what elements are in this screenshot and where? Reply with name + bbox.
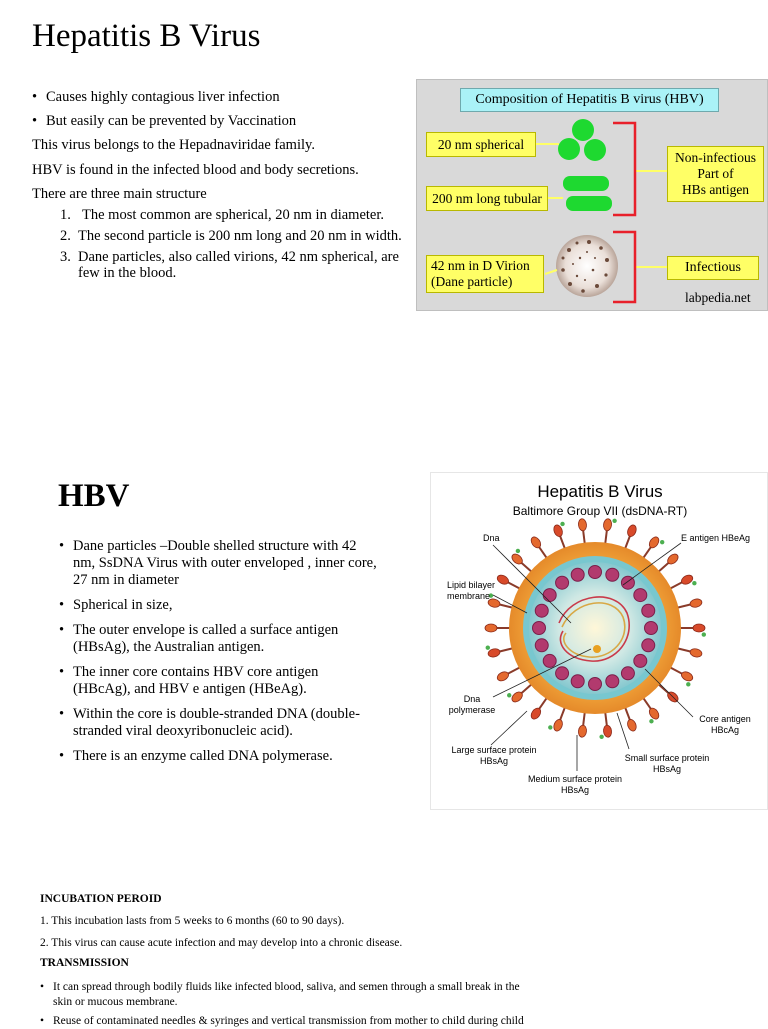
surface-protein-head: [626, 718, 638, 732]
surface-protein-tip: [702, 632, 706, 636]
capsid-subunit: [535, 639, 548, 652]
surface-protein-head: [603, 518, 612, 531]
label-large-surface-protein: Large surface protein HBsAg: [451, 745, 537, 766]
transmission-item-2: • Reuse of contaminated needles & syringes and vertical transmission from mother to child during child: [40, 1015, 524, 1027]
label-lipid-bilayer: Lipid bilayer membrane: [447, 580, 496, 601]
slide1-paragraph-2: HBV is found in the infected blood and body secretions.: [32, 162, 359, 178]
surface-protein-head: [680, 573, 694, 586]
spherical-particle: [584, 139, 606, 161]
slide2-bullet-4: • The inner core contains HBV core antigen (HBcAg), and HBV e antigen (HBeAg).: [73, 664, 423, 698]
bracket-noninfectious: [613, 123, 635, 215]
figure-credit: labpedia.net: [685, 290, 751, 305]
spherical-particle: [572, 119, 594, 141]
incubation-item-1: 1. This incubation lasts from 5 weeks to 6 months (60 to 90 days).: [40, 915, 345, 927]
capsid-subunit: [556, 667, 569, 680]
hbv-structure-diagram: [430, 472, 768, 810]
diagram-subtitle: Baltimore Group VII (dsDNA-RT): [512, 504, 688, 518]
surface-protein-head: [689, 598, 703, 609]
label-non-infectious: [667, 146, 764, 202]
capsid-subunit: [589, 678, 602, 691]
capsid-subunit: [543, 589, 556, 602]
label-dane-particle: [426, 255, 544, 293]
label-infectious: Infectious: [667, 256, 759, 280]
tubular-particle: [566, 196, 612, 211]
hbv-composition-figure: [416, 79, 768, 311]
label-spherical: 20 nm spherical: [426, 132, 536, 157]
slide2-bullets: [73, 538, 423, 773]
slide1-title: Hepatitis B Virus: [32, 18, 261, 54]
surface-protein-tip: [660, 540, 664, 544]
label-tubular: 200 nm long tubular: [426, 186, 548, 211]
slide1-bullet-2: • But easily can be prevented by Vaccination: [46, 112, 296, 130]
incubation-item-2: 2. This virus can cause acute infection and may develop into a chronic disease.: [40, 937, 403, 949]
diagram-title: Hepatitis B Virus: [537, 482, 663, 501]
surface-protein-tip: [560, 522, 564, 526]
noninf-line2: Part of: [697, 166, 734, 181]
label-core-antigen: Core antigen HBcAg: [699, 714, 751, 735]
capsid-subunit: [571, 568, 584, 581]
slide1-bullet-1: • Causes highly contagious liver infection: [46, 88, 280, 106]
incubation-heading: INCUBATION PEROID: [40, 893, 162, 905]
capsid-area: [529, 562, 661, 694]
surface-protein-tip: [612, 519, 616, 523]
surface-protein-head: [626, 524, 638, 538]
slide1-paragraph-3: There are three main structure: [32, 186, 207, 202]
dna-polymerase: [593, 645, 601, 653]
transmission-heading: TRANSMISSION: [40, 957, 129, 969]
slide1-paragraph-1: This virus belongs to the Hepadnaviridae family.: [32, 137, 315, 153]
capsid-subunit: [571, 675, 584, 688]
list-item-3: Dane particles, also called virions, 42 nm spherical, are: [78, 249, 399, 265]
surface-protein-tip: [507, 693, 511, 697]
list-item-2: The second particle is 200 nm long and 20 nm in width.: [78, 228, 402, 244]
list-number-1: 1.: [60, 207, 71, 223]
capsid-subunit: [642, 604, 655, 617]
slide2-bullet-3: • The outer envelope is called a surface antigen (HBsAg), the Australian antigen.: [73, 622, 423, 656]
label-dna: Dna: [483, 533, 500, 543]
capsid-subunit: [645, 622, 658, 635]
list-number-3: 3.: [60, 249, 71, 265]
surface-protein-tip: [692, 581, 696, 585]
tubular-particle: [563, 176, 609, 191]
slide2-bullet-2: • Spherical in size,: [73, 597, 423, 614]
surface-protein-tip: [686, 682, 690, 686]
capsid-subunit: [556, 576, 569, 589]
list-item-3-cont: few in the blood.: [78, 265, 177, 281]
spherical-particle: [558, 138, 580, 160]
surface-protein-head: [496, 573, 510, 586]
surface-protein-tip: [599, 735, 603, 739]
list-item-1: The most common are spherical, 20 nm in diameter.: [82, 207, 385, 223]
surface-protein-head: [552, 718, 564, 732]
surface-protein-head: [485, 624, 497, 632]
slide2-title: HBV: [58, 478, 130, 514]
surface-protein-head: [496, 670, 510, 683]
capsid-subunit: [543, 654, 556, 667]
surface-protein-head: [693, 624, 705, 632]
surface-protein-tip: [486, 645, 490, 649]
capsid-subunit: [606, 675, 619, 688]
capsid-subunit: [634, 589, 647, 602]
label-e-antigen: E antigen HBeAg: [681, 533, 751, 543]
composition-title: Composition of Hepatitis B virus (HBV): [460, 88, 719, 112]
surface-protein-tip: [548, 725, 552, 729]
noninf-line1: Non-infectious: [675, 150, 756, 165]
surface-protein-tip: [516, 549, 520, 553]
capsid-subunit: [634, 654, 647, 667]
slide2-bullet-1: • Dane particles –Double shelled structure with 42 nm, SsDNA Virus with outer enveloped , inner core, 27 nm in diameter: [73, 538, 423, 589]
slide2-bullet-6: • There is an enzyme called DNA polymerase.: [73, 748, 423, 765]
label-virion-line1: 42 nm in D Virion: [431, 258, 530, 273]
label-dna-polymerase: Dna polymerase: [448, 694, 496, 715]
dane-particle: [556, 235, 618, 297]
surface-protein-head: [689, 648, 703, 659]
noninf-line3: HBs antigen: [681, 182, 750, 197]
capsid-subunit: [606, 568, 619, 581]
surface-protein-head: [578, 518, 587, 531]
capsid-subunit: [642, 639, 655, 652]
slide2-bullet-5: • Within the core is double-stranded DNA (double- stranded viral deoxyribonucleic acid).: [73, 706, 423, 740]
transmission-item-1: • It can spread through bodily fluids like infected blood, saliva, and semen through a small break in the skin or mucous membrane.: [40, 981, 520, 1008]
capsid-subunit: [589, 566, 602, 579]
capsid-subunit: [621, 667, 634, 680]
surface-protein-head: [603, 725, 612, 738]
surface-protein-head: [578, 725, 587, 738]
capsid-subunit: [535, 604, 548, 617]
label-small-surface-protein: Small surface protein HBsAg: [624, 753, 710, 774]
label-virion-line2: (Dane particle): [431, 274, 513, 289]
label-medium-surface-protein: Medium surface protein HBsAg: [527, 774, 623, 795]
surface-protein-head: [680, 670, 694, 683]
capsid-subunit: [533, 622, 546, 635]
surface-protein-tip: [649, 719, 653, 723]
list-number-2: 2.: [60, 228, 71, 244]
